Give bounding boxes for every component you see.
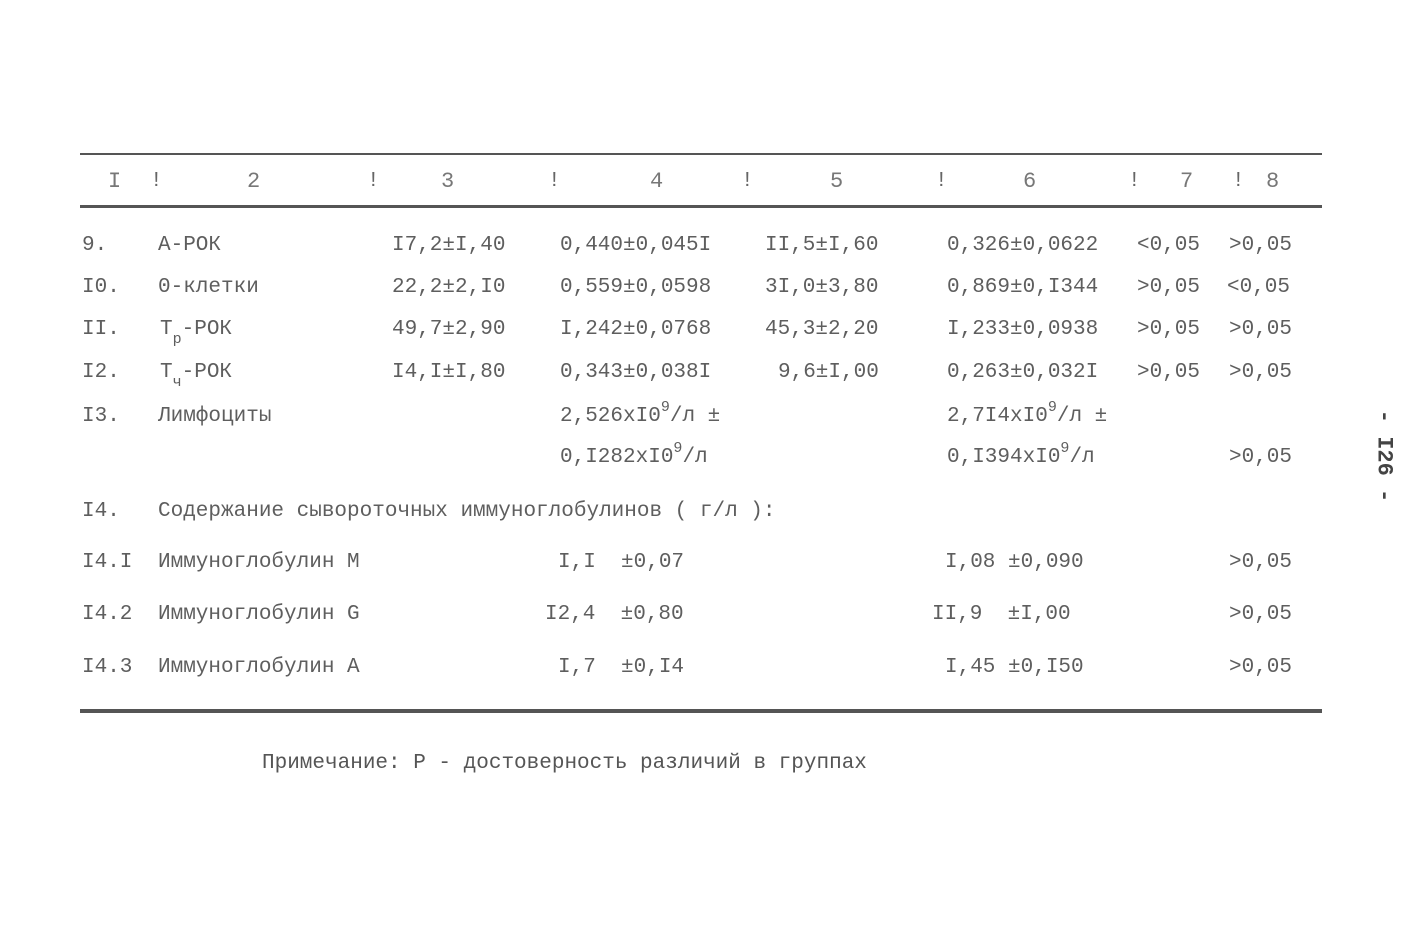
cell-col-6: II,9 ±I,00 xyxy=(932,603,1071,626)
cell-col-4: 0,440±0,045I xyxy=(560,234,712,257)
header-separator: ! xyxy=(935,170,948,193)
cell-col-4: I,7 ±0,I4 xyxy=(558,656,685,679)
cell-col-4: 0,559±0,0598 xyxy=(560,276,712,299)
cell-col-8: >0,05 xyxy=(1229,318,1293,341)
row-number: 9. xyxy=(82,234,108,257)
row-number: I2. xyxy=(82,361,120,384)
row-label-main: Т xyxy=(160,361,173,384)
cell-col-6: 0,263±0,032I xyxy=(947,361,1099,384)
row-number: I4.2 xyxy=(82,603,133,626)
cell-col-3: I4,I±I,80 xyxy=(392,361,506,384)
cell-col-5: 9,6±I,00 xyxy=(778,361,879,384)
header-separator: ! xyxy=(150,170,163,193)
cell-col-7: >0,05 xyxy=(1137,361,1201,384)
page-number: - I26 - xyxy=(1371,409,1397,503)
cell-col-6: 0,869±0,I344 xyxy=(947,276,1099,299)
table-note: Примечание: Р - достоверность различий в группах xyxy=(262,752,867,775)
cell-col-7: <0,05 xyxy=(1137,234,1201,257)
cell-col-4-line-2: $0,I282хI0^9/л$ xyxy=(560,440,708,469)
cell-col-4: 0,343±0,038I xyxy=(560,361,712,384)
row-label-rest: -РОК xyxy=(181,361,233,384)
header-separator: ! xyxy=(367,170,380,193)
row-label: Лимфоциты xyxy=(158,405,272,428)
table-top-rule xyxy=(80,153,1322,155)
header-separator: ! xyxy=(1128,170,1141,193)
cell-col-4-line-1: $2,526хI0^9/л$ ± xyxy=(560,399,721,428)
row-label-subscript: ч xyxy=(172,374,182,391)
row-label: 0-клетки xyxy=(158,276,259,299)
row-label-rest: -РОК xyxy=(181,318,233,341)
cell-col-6: I,45 ±0,I50 xyxy=(945,656,1084,679)
header-col-8: 8 xyxy=(1266,169,1280,194)
cell-col-8: >0,05 xyxy=(1229,234,1293,257)
header-separator: ! xyxy=(1232,170,1245,193)
cell-col-7: >0,05 xyxy=(1137,318,1201,341)
cell-col-8: >0,05 xyxy=(1229,551,1293,574)
cell-col-4: I,242±0,0768 xyxy=(560,318,712,341)
header-col-7: 7 xyxy=(1180,169,1194,194)
cell-col-6: I,233±0,0938 xyxy=(947,318,1099,341)
row-number: I0. xyxy=(82,276,120,299)
cell-col-6-line-2: $0,I394хI0^9/л$ xyxy=(947,440,1095,469)
cell-col-6-line-1: $2,7I4хI0^9/л$ ± xyxy=(947,399,1108,428)
cell-col-7: >0,05 xyxy=(1137,276,1201,299)
header-col-2: 2 xyxy=(247,169,261,194)
cell-col-8: <0,05 xyxy=(1227,276,1291,299)
cell-col-3: 22,2±2,I0 xyxy=(392,276,506,299)
header-separator: ! xyxy=(741,170,754,193)
cell-col-3: I7,2±I,40 xyxy=(392,234,506,257)
row-number: I3. xyxy=(82,405,120,428)
cell-col-8: >0,05 xyxy=(1229,446,1293,469)
row-label-main: Т xyxy=(160,318,173,341)
row-label: Иммуноглобулин G xyxy=(158,603,360,626)
header-separator: ! xyxy=(548,170,561,193)
row-number: I4.3 xyxy=(82,656,133,679)
cell-col-4: I,I ±0,07 xyxy=(558,551,685,574)
section-title: Содержание сывороточных иммуноглобулинов ( г/л ): xyxy=(158,500,776,523)
row-label: Иммуноглобулин М xyxy=(158,551,360,574)
cell-col-5: 45,3±2,20 xyxy=(765,318,879,341)
table-bottom-rule xyxy=(80,709,1322,713)
header-col-3: 3 xyxy=(441,169,455,194)
header-col-5: 5 xyxy=(830,169,844,194)
header-col-4: 4 xyxy=(650,169,664,194)
cell-col-8: >0,05 xyxy=(1229,656,1293,679)
row-label: Иммуноглобулин А xyxy=(158,656,360,679)
cell-col-6: 0,326±0,0622 xyxy=(947,234,1099,257)
header-col-1: I xyxy=(108,169,122,194)
row-label-subscript: р xyxy=(172,331,182,348)
row-number: I4.I xyxy=(82,551,133,574)
row-number: II. xyxy=(82,318,120,341)
cell-col-8: >0,05 xyxy=(1229,603,1293,626)
row-label xyxy=(160,318,233,348)
row-number: I4. xyxy=(82,500,120,523)
cell-col-5: II,5±I,60 xyxy=(765,234,879,257)
cell-col-4: I2,4 ±0,80 xyxy=(545,603,684,626)
cell-col-5: 3I,0±3,80 xyxy=(765,276,879,299)
cell-col-3: 49,7±2,90 xyxy=(392,318,506,341)
row-label xyxy=(160,361,233,391)
header-col-6: 6 xyxy=(1023,169,1037,194)
header-bottom-rule xyxy=(80,205,1322,208)
row-label: А-РОК xyxy=(158,234,222,257)
cell-col-6: I,08 ±0,090 xyxy=(945,551,1084,574)
cell-col-8: >0,05 xyxy=(1229,361,1293,384)
